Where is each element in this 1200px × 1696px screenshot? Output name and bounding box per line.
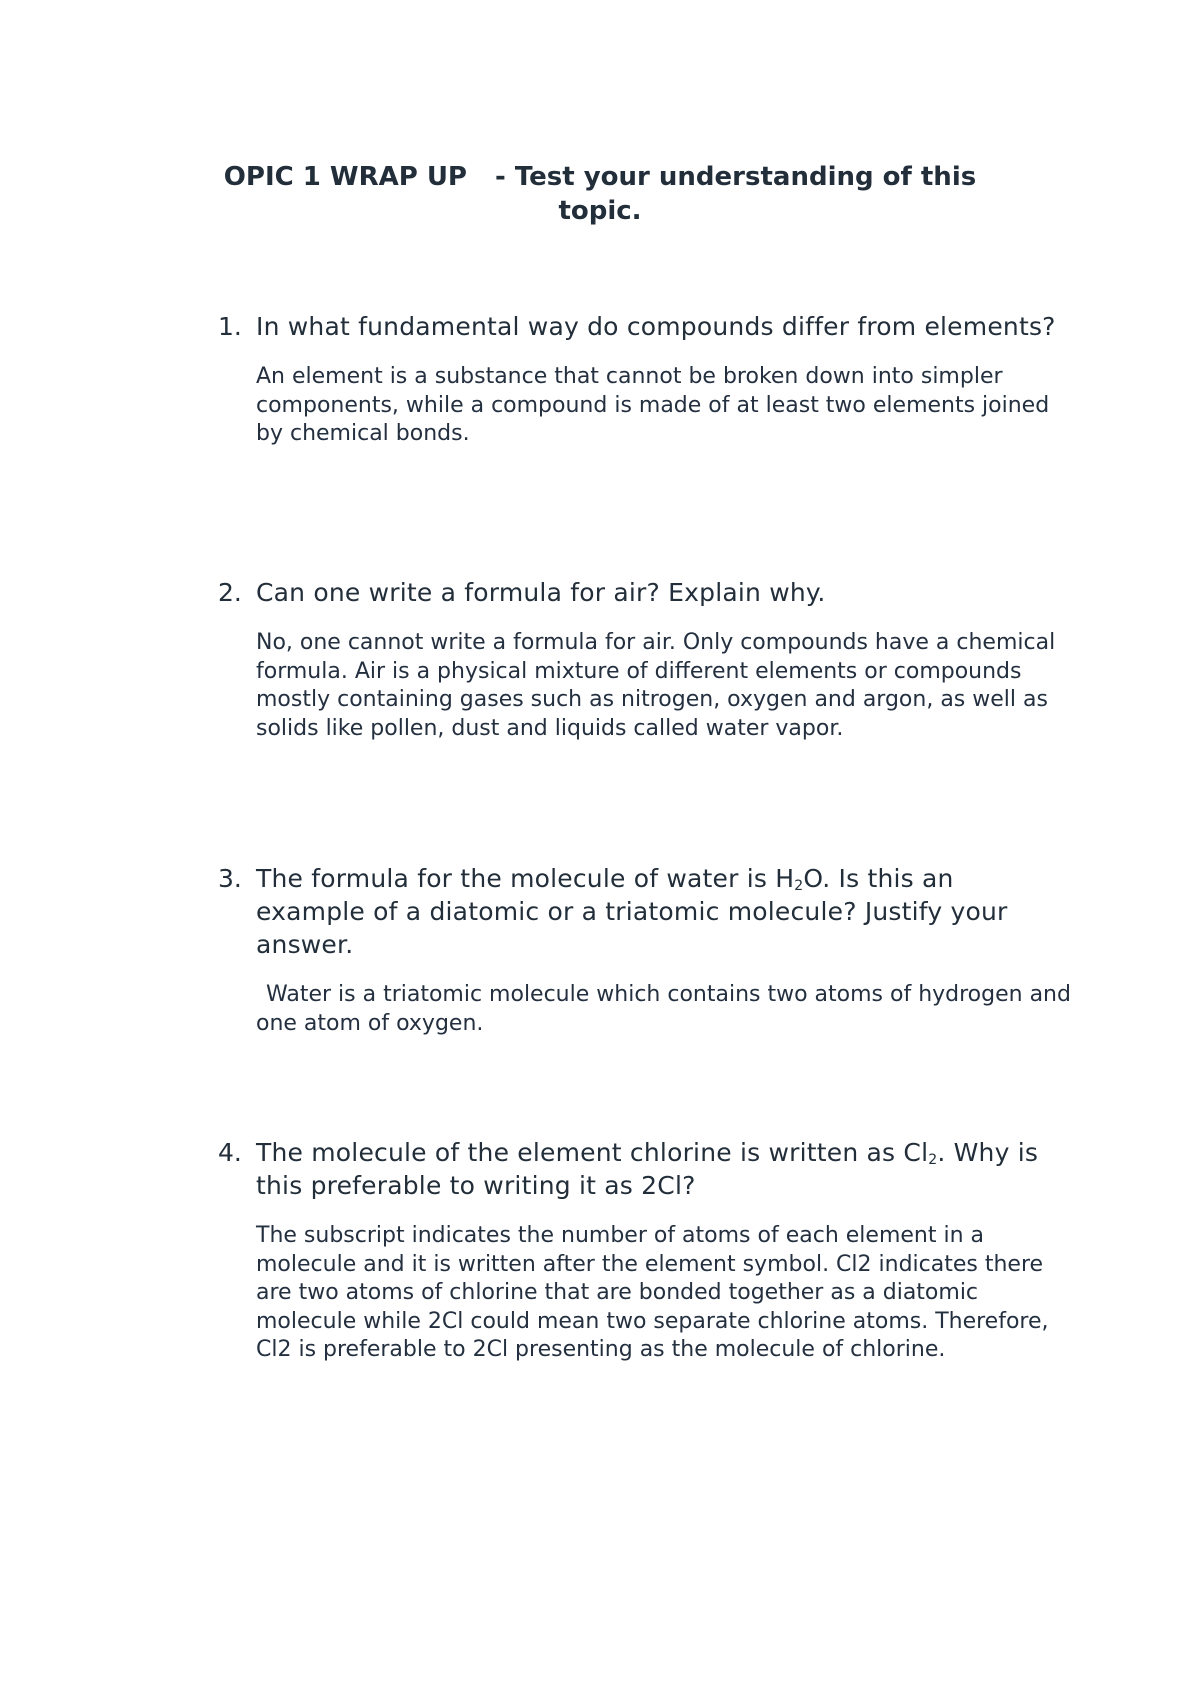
question-text-after: . Why is this preferable to writing it as 2Cl? (256, 1138, 1039, 1200)
title-line-2: topic. (558, 196, 642, 226)
title-right: - Test your understanding of this (495, 162, 977, 192)
answer-text: The subscript indicates the number of atoms of each element in a molecule and it is written after the element symbol. Cl2 indicates there are two atoms of chlorine that are bonded together as a diatomic molecule while 2Cl could mean two separate chlorine atoms. Therefore, Cl2 is preferable to 2Cl presenting as the molecule of chlorine. (256, 1223, 1049, 1362)
question-text (256, 1136, 1068, 1202)
question-number: 3. (218, 864, 242, 893)
question-text (256, 862, 1068, 961)
question-text: In what fundamental way do compounds differ from elements? (256, 312, 1056, 341)
question-number: 2. (218, 578, 242, 607)
question-text-before: The molecule of the element chlorine is written as Cl (256, 1138, 929, 1167)
question-2 (218, 576, 1068, 743)
page-title (150, 160, 1050, 228)
subscript: 2 (794, 878, 804, 894)
title-left: OPIC 1 WRAP UP (223, 162, 467, 192)
question-3 (218, 862, 1071, 1038)
answer-text: No, one cannot write a formula for air. Only compounds have a chemical formula. Air is a physical mixture of different elements or compounds mostly containing gases such as nitrogen, oxygen and argon, as well as solids like pollen, dust and liquids called water vapor. (256, 630, 1056, 741)
answer-text: Water is a triatomic molecule which contains two atoms of hydrogen and one atom of oxygen. (256, 982, 1071, 1036)
question-text-after: O. Is this an example of a diatomic or a triatomic molecule? Justify your answer. (256, 864, 1008, 959)
question-text: Can one write a formula for air? Explain why. (256, 578, 826, 607)
question-text-before: The formula for the molecule of water is H (256, 864, 795, 893)
title-line-1 (150, 160, 1050, 194)
question-number: 1. (218, 312, 242, 341)
question-4 (218, 1136, 1068, 1365)
question-1 (218, 310, 1068, 449)
question-number: 4. (218, 1138, 242, 1167)
subscript: 2 (928, 1152, 938, 1168)
answer-text: An element is a substance that cannot be broken down into simpler components, while a compound is made of at least two elements joined by chemical bonds. (256, 364, 1050, 446)
